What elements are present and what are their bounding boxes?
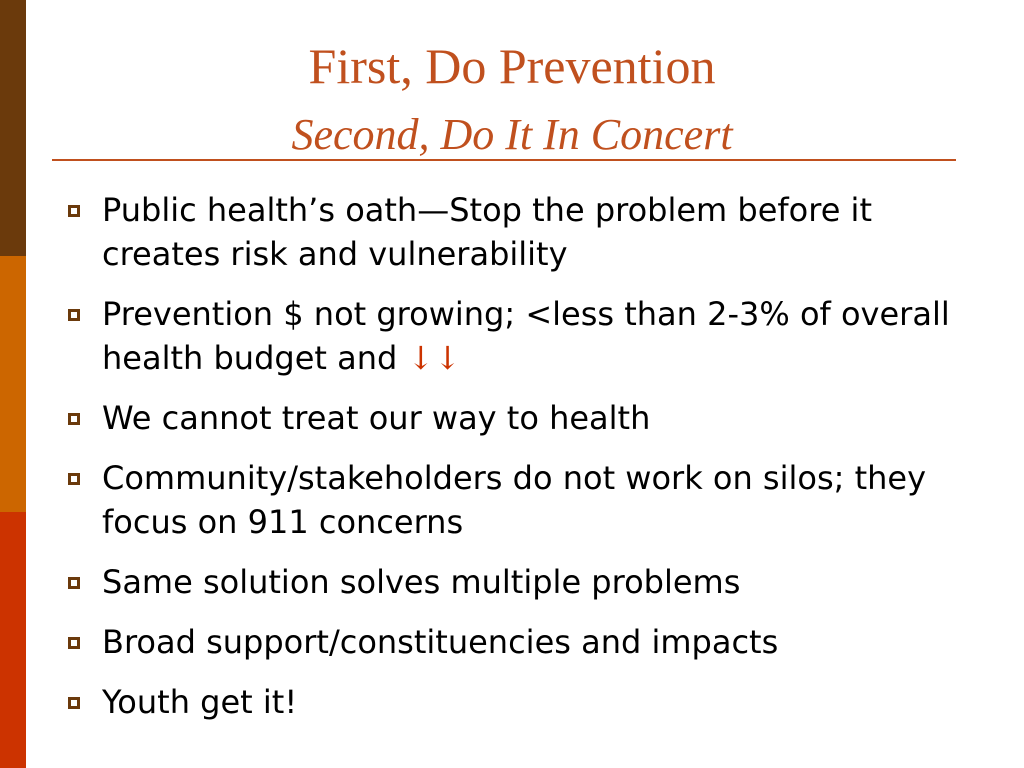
square-bullet-icon [68,413,80,425]
bullet-item [60,188,960,276]
bullet-item [60,292,960,380]
slide-title: First, Do Prevention [308,38,716,94]
slide-subtitle: Second, Do It In Concert [291,110,733,159]
bullet-text: We cannot treat our way to health [102,399,651,437]
bullet-item [60,396,960,440]
bullet-text: Prevention $ not growing; <less than 2-3% of overall health budget and [102,295,950,377]
bullet-list [60,188,960,740]
bullet-item [60,620,960,664]
square-bullet-icon [68,637,80,649]
side-bar-bottom [0,512,26,768]
bullet-text: Same solution solves multiple problems [102,563,741,601]
bullet-item [60,560,960,604]
side-bar-top [0,0,26,256]
bullet-item [60,680,960,724]
square-bullet-icon [68,205,80,217]
square-bullet-icon [68,309,80,321]
square-bullet-icon [68,473,80,485]
bullet-item [60,456,960,544]
square-bullet-icon [68,577,80,589]
bullet-text: Community/stakeholders do not work on silos; they focus on 911 concerns [102,459,927,541]
square-bullet-icon [68,697,80,709]
down-arrows-icon: ↓↓ [407,339,462,377]
bullet-text: Youth get it! [102,683,298,721]
side-bar-middle [0,256,26,512]
title-divider [52,159,956,161]
bullet-text: Broad support/constituencies and impacts [102,623,779,661]
bullet-text: Public health’s oath—Stop the problem before it creates risk and vulnerability [102,191,872,273]
